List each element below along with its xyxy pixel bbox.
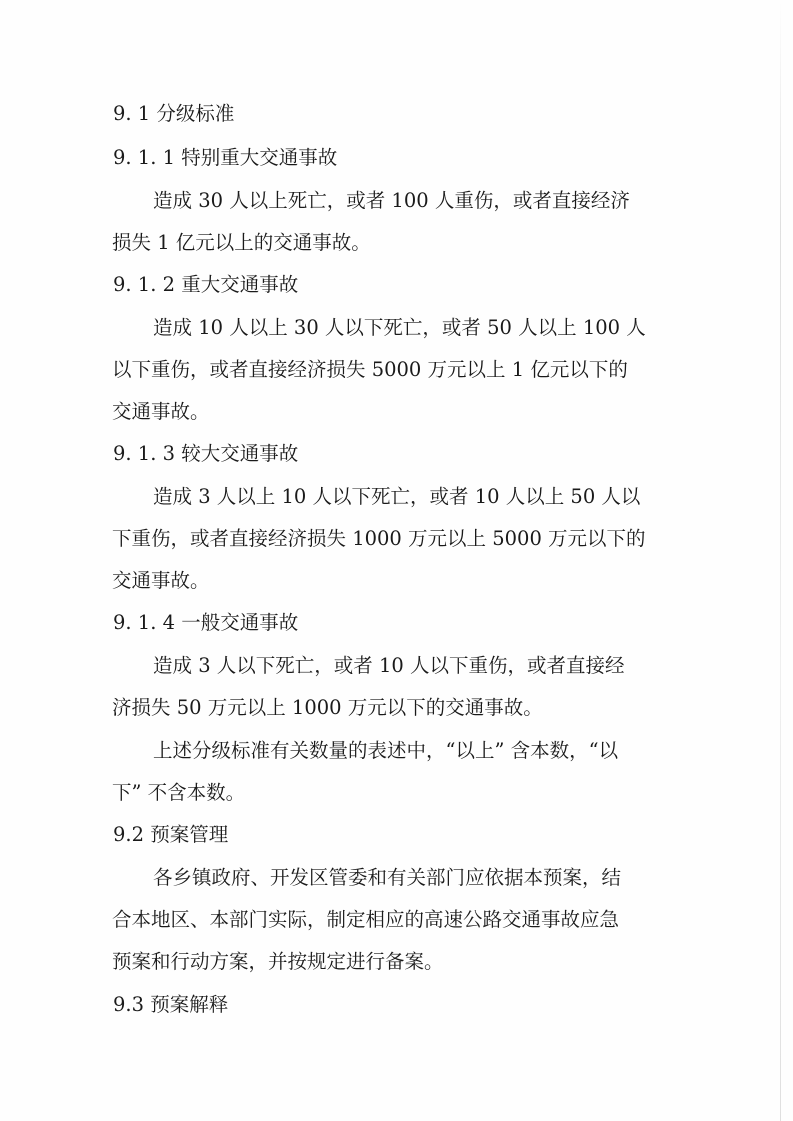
- paragraph-line: 以下重伤，或者直接经济损失 5000 万元以上 1 亿元以下的: [112, 358, 628, 381]
- paragraph-line: 预案和行动方案，并按规定进行备案。: [112, 950, 444, 973]
- paragraph-line: 造成 3 人以下死亡，或者 10 人以下重伤，或者直接经: [153, 654, 625, 677]
- paragraph-line: 上述分级标准有关数量的表述中，“以上” 含本数，“以: [153, 739, 619, 762]
- section-9-1-2-heading: 9. 1. 2 重大交通事故: [113, 273, 299, 296]
- section-9-3-heading: 9.3 预案解释: [113, 993, 229, 1016]
- paragraph-line: 下重伤，或者直接经济损失 1000 万元以上 5000 万元以下的: [112, 527, 646, 550]
- paragraph-line: 交通事故。: [112, 569, 210, 592]
- paragraph-line: 各乡镇政府、开发区管委和有关部门应依据本预案，结: [153, 866, 622, 889]
- paragraph-line: 合本地区、本部门实际，制定相应的高速公路交通事故应急: [112, 908, 620, 931]
- paragraph-line: 下” 不含本数。: [112, 781, 246, 804]
- paragraph-line: 造成 10 人以上 30 人以下死亡，或者 50 人以上 100 人: [153, 316, 646, 339]
- paragraph-line: 损失 1 亿元以上的交通事故。: [112, 231, 371, 254]
- paragraph-line: 济损失 50 万元以上 1000 万元以下的交通事故。: [112, 696, 543, 719]
- section-9-1-1-heading: 9. 1. 1 特别重大交通事故: [113, 146, 338, 169]
- section-9-1-3-heading: 9. 1. 3 较大交通事故: [113, 442, 299, 465]
- paragraph-line: 造成 30 人以上死亡，或者 100 人重伤，或者直接经济: [153, 189, 630, 212]
- paragraph-line: 造成 3 人以上 10 人以下死亡，或者 10 人以上 50 人以: [153, 485, 641, 508]
- scan-edge-line: [780, 0, 781, 1121]
- section-9-1-heading: 9. 1 分级标准: [113, 102, 235, 125]
- section-9-1-4-heading: 9. 1. 4 一般交通事故: [113, 611, 299, 634]
- paragraph-line: 交通事故。: [112, 400, 210, 423]
- section-9-2-heading: 9.2 预案管理: [113, 823, 229, 846]
